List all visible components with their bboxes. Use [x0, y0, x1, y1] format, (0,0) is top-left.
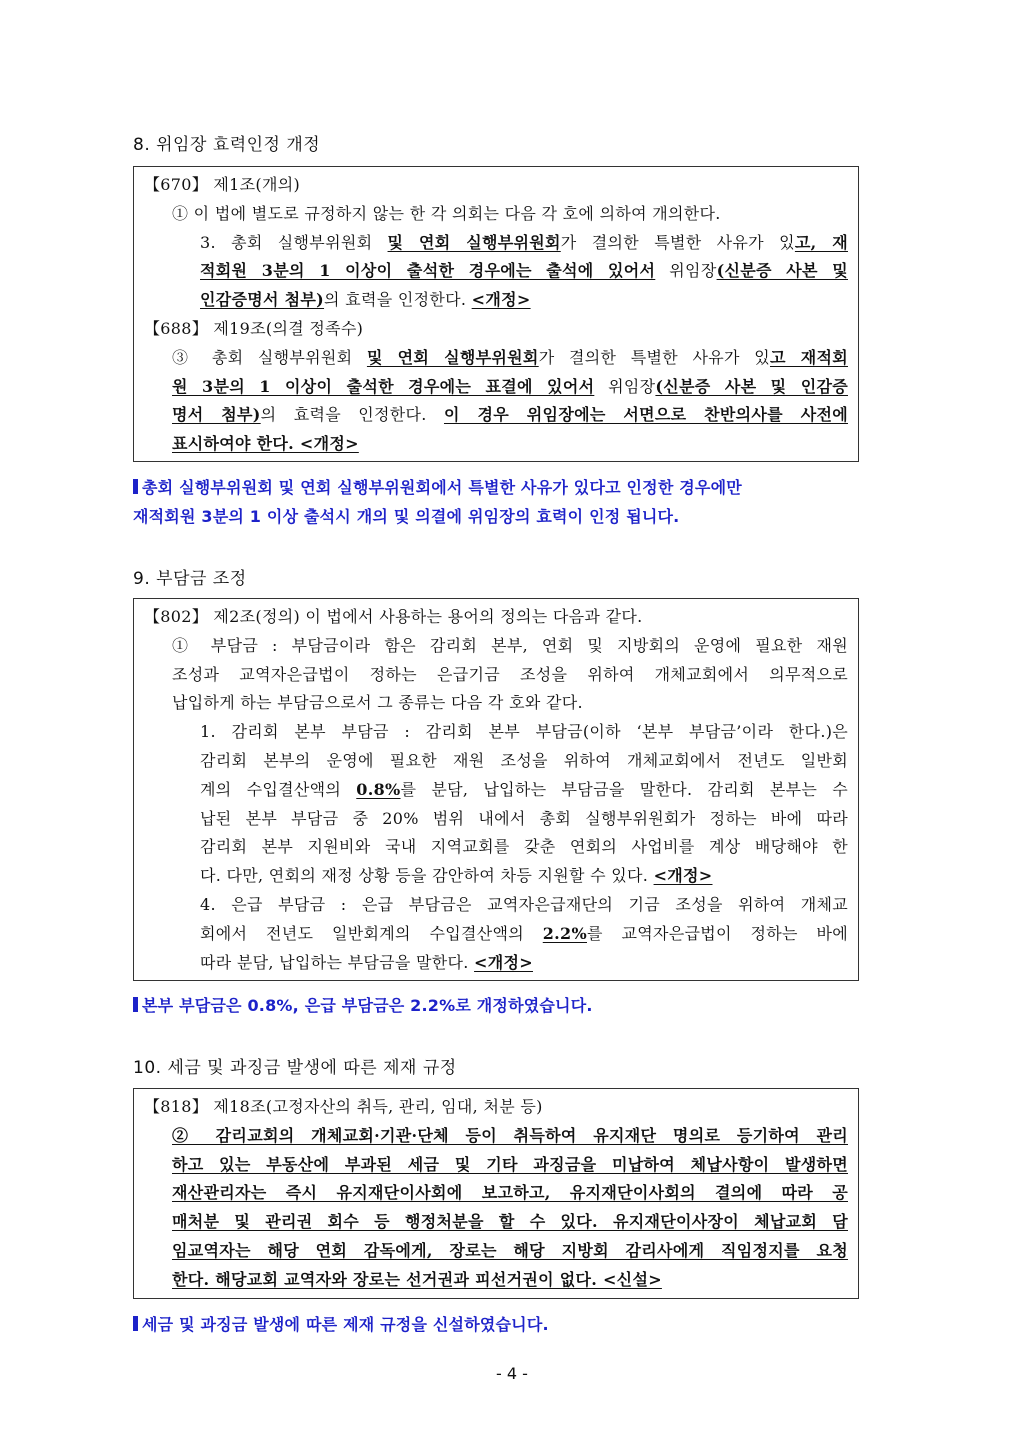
section-9-law-box: [133, 598, 859, 981]
article-670-item-3-line-1: [144, 229, 848, 258]
note-line: [133, 991, 873, 1020]
note-line: [133, 1310, 873, 1339]
article-670-title: 【670】 제1조(개의): [144, 175, 301, 194]
article-802-line: 납입하게 하는 부담금으로서 그 종류는 다음 각 호와 같다.: [172, 693, 583, 713]
article-688-clause-3-line-4: [144, 430, 848, 459]
note-bar-icon: [133, 479, 138, 494]
note-bar-icon: [133, 1316, 138, 1331]
text: ③ 총회 실행부위원회: [172, 347, 367, 367]
amended-text: 고, 재: [794, 232, 848, 252]
article-802-line: 1. 감리회 본부 부담금 : 감리회 본부 부담금(이하 ‘본부 부담금’이라 한다.)은: [200, 722, 848, 742]
amended-text: (신분증 사본 및: [716, 261, 848, 281]
note-text: 본부 부담금은 0.8%, 은급 부담금은 2.2%로 개정하였습니다.: [142, 996, 593, 1015]
article-802-title: 【802】 제2조(정의) 이 법에서 사용하는 용어의 정의는 다음과 같다.: [144, 607, 643, 626]
article-670-clause-1: ① 이 법에 별도로 규정하지 않는 한 각 의회는 다음 각 호에 의하여 개의한다.: [172, 203, 721, 223]
section-9-heading: 9. 부담금 조정: [133, 569, 247, 589]
section-10-heading: 10. 세금 및 과징금 발생에 따른 제재 규정: [133, 1058, 457, 1078]
article-818-new-clause-line: 재산관리자는 즉시 유지재단이사회에 보고하고, 유지재단이사회의 결의에 따라 공: [172, 1183, 848, 1203]
section-8-law-box: [133, 166, 859, 462]
section-8-heading: 8. 위임장 효력인정 개정: [133, 135, 321, 155]
note-line: [133, 473, 873, 502]
article-670-item-3-line-3: [144, 286, 848, 315]
text: 따라 분담, 납입하는 부담금을 말한다.: [200, 952, 475, 972]
article-802-line: 감리회 본부의 운영에 필요한 재원 조성을 위하여 개체교회에서 전년도 일반회: [200, 750, 848, 770]
amended-rate: 2.2%: [542, 923, 587, 943]
article-802-line: [144, 776, 848, 805]
article-670-item-3-line-2: [144, 257, 848, 286]
note-line: 재적회원 3분의 1 이상 출석시 개의 및 의결에 위임장의 효력이 인정 됩니다.: [133, 507, 680, 526]
section-10-note: [133, 1310, 873, 1339]
article-688-clause-3-line-1: [144, 344, 848, 373]
amended-text: 원 3분의 1 이상이 출석한 경우에는 표결에 있어서: [172, 376, 595, 396]
article-818-new-clause-line: 임교역자는 해당 연회 감독에게, 장로는 해당 지방회 감리사에게 직임정지를 요청: [172, 1240, 848, 1260]
amendment-tag: <개정>: [474, 952, 533, 972]
section-9-note: [133, 991, 873, 1020]
text: 가 결의한 특별한 사유가 있: [560, 232, 795, 252]
amended-text: 적회원 3분의 1 이상이 출석한 경우에는 출석에 있어서: [200, 261, 656, 281]
article-802-line: ① 부담금 : 부담금이라 함은 감리회 본부, 연회 및 지방회의 운영에 필요한 재원: [172, 635, 848, 655]
amended-text: 표시하여야 한다. <개정>: [172, 434, 359, 454]
text: 회에서 전년도 일반회계의 수입결산액의: [200, 923, 543, 943]
amended-rate: 0.8%: [356, 779, 401, 799]
note-text: 총회 실행부위원회 및 연회 실행부위원회에서 특별한 사유가 있다고 인정한 경우에만: [142, 478, 742, 497]
article-802-line: 감리회 본부 지원비와 국내 지역교회를 갖춘 연회의 사업비를 계상 배당해야 한: [200, 837, 848, 857]
text: 3. 총회 실행부위원회: [200, 232, 388, 252]
text: 다. 다만, 연회의 재정 상황 등을 감안하여 차등 지원할 수 있다.: [200, 866, 654, 886]
note-bar-icon: [133, 997, 138, 1012]
text: 가 결의한 특별한 사유가 있: [538, 347, 770, 367]
amended-text: 이 경우 위임장에는 서면으로 찬반의사를 사전에: [443, 405, 848, 425]
article-802-line: 조성과 교역자은급법이 정하는 은급기금 조성을 위하여 개체교회에서 의무적으로: [172, 664, 848, 684]
article-802-line: 4. 은급 부담금 : 은급 부담금은 교역자은급재단의 기금 조성을 위하여 개체교: [200, 894, 848, 914]
text: 위임장: [655, 261, 717, 281]
article-818-new-clause-line: 매처분 및 관리권 회수 등 행정처분을 할 수 있다. 유지재단이사장이 체납교회 담: [172, 1212, 848, 1232]
article-818-new-clause-line: ② 감리교회의 개체교회·기관·단체 등이 취득하여 유지재단 명의로 등기하여 관리: [172, 1125, 848, 1145]
note-text: 세금 및 과징금 발생에 따른 제재 규정을 신설하였습니다.: [142, 1315, 549, 1334]
text: 의 효력을 인정한다.: [324, 290, 472, 310]
text: 를 분담, 납입하는 부담금을 말한다. 감리회 본부는 수: [400, 779, 848, 799]
article-818-new-clause-line: 하고 있는 부동산에 부과된 세금 및 기타 과징금을 미납하여 체납사항이 발생하면: [172, 1154, 848, 1174]
text: 를 교역자은급법이 정하는 바에: [587, 923, 848, 943]
amended-text: 고 재적회: [769, 347, 848, 367]
text: 의 효력을 인정한다.: [260, 405, 444, 425]
amendment-tag: <개정>: [471, 290, 531, 310]
text: 위임장: [594, 376, 656, 396]
article-818-new-clause-line: 한다. 해당교회 교역자와 장로는 선거권과 피선거권이 없다. <신설>: [172, 1269, 662, 1289]
page-number: - 4 -: [496, 1364, 528, 1383]
amended-text: 명서 첨부): [172, 405, 261, 425]
article-818-title: 【818】 제18조(고정자산의 취득, 관리, 임대, 처분 등): [144, 1097, 543, 1116]
section-10-law-box: [133, 1088, 859, 1299]
article-802-line: [144, 949, 848, 978]
amended-text: (신분증 사본 및 인감증: [655, 376, 848, 396]
section-8-note: [133, 473, 873, 531]
article-802-line: [144, 862, 848, 891]
article-688-title: 【688】 제19조(의결 정족수): [144, 318, 364, 338]
article-802-line: [144, 920, 848, 949]
amended-text: 인감증명서 첨부): [200, 290, 325, 310]
text: 계의 수입결산액의: [200, 779, 357, 799]
amended-text: 및 연회 실행부위원회: [387, 232, 561, 252]
amended-text: 및 연회 실행부위원회: [366, 347, 539, 367]
amendment-tag: <개정>: [653, 866, 713, 886]
article-802-line: 납된 본부 부담금 중 20% 범위 내에서 총회 실행부위원회가 정하는 바에 따라: [200, 808, 848, 828]
article-688-clause-3-line-3: [144, 401, 848, 430]
article-688-clause-3-line-2: [144, 373, 848, 402]
